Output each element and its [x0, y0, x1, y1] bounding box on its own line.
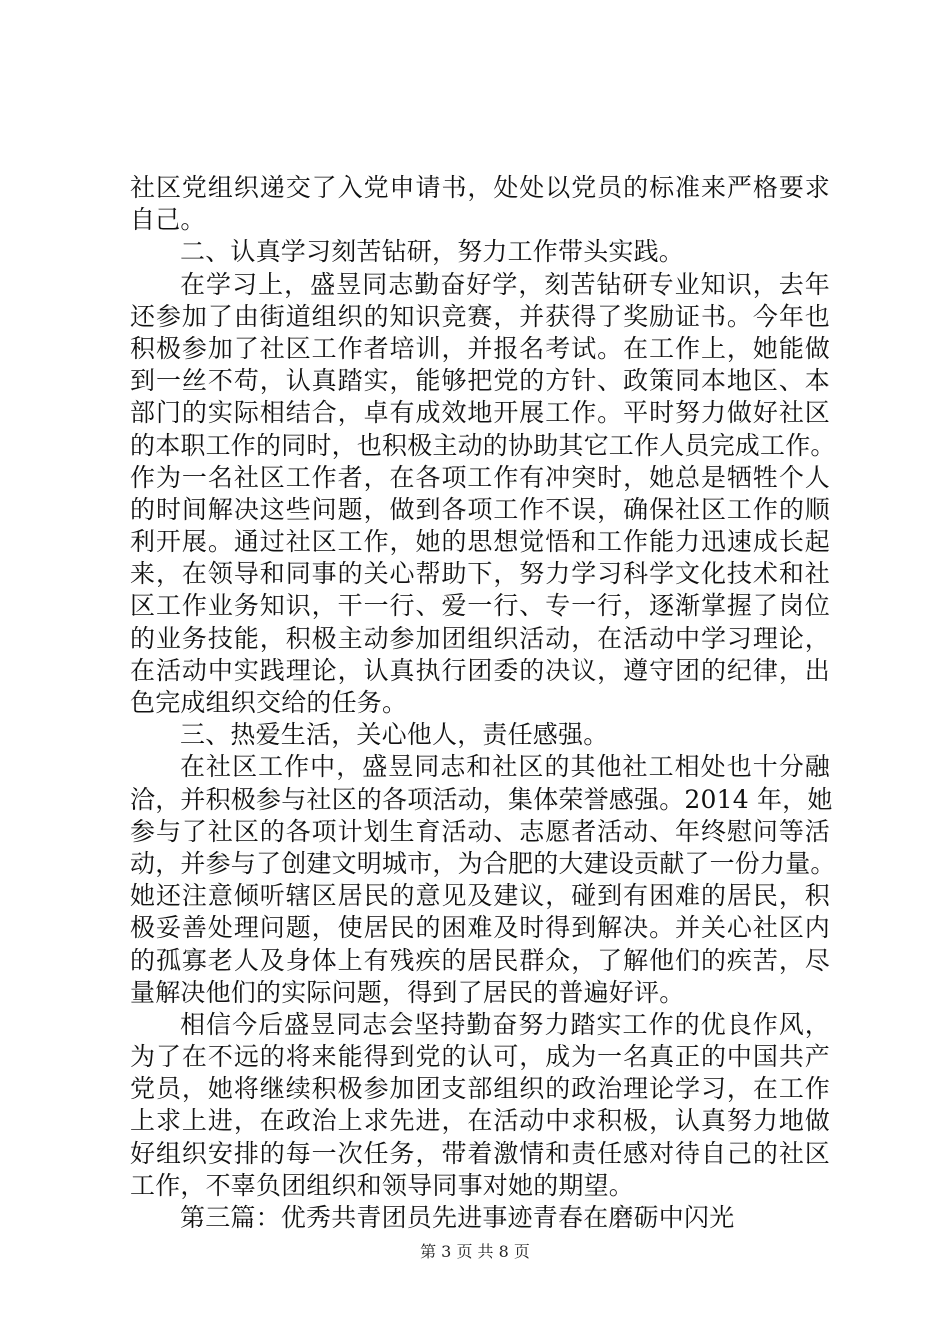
text-line: 三、热爱生活，关心他人，责任感强。	[180, 720, 609, 750]
text-line: 量解决他们的实际问题，得到了居民的普遍好评。	[130, 977, 685, 1007]
text-line: 在活动中实践理论，认真执行团委的决议，遵守团的纪律，出	[130, 655, 830, 685]
text-line: 还参加了由街道组织的知识竞赛，并获得了奖励证书。今年也	[130, 301, 830, 331]
text-line: 第三篇：优秀共青团员先进事迹青春在磨砺中闪光	[180, 1203, 735, 1232]
text-line: 二、认真学习刻苦钻研，努力工作带头实践。	[180, 237, 685, 267]
text-line: 极妥善处理问题，使居民的困难及时得到解决。并关心社区内	[130, 913, 830, 943]
text-line: 参与了社区的各项计划生育活动、志愿者活动、年终慰问等活	[130, 816, 830, 846]
text-line: 区工作业务知识，干一行、爱一行、专一行，逐渐掌握了岗位	[130, 591, 830, 621]
text-line: 来，在领导和同事的关心帮助下，努力学习科学文化技术和社	[130, 559, 830, 589]
text-line: 利开展。通过社区工作，她的思想觉悟和工作能力迅速成长起	[130, 527, 830, 557]
page-footer: 第 3 页 共 8 页	[420, 1242, 530, 1261]
text-line: 色完成组织交给的任务。	[130, 688, 408, 717]
text-line: 作为一名社区工作者，在各项工作有冲突时，她总是牺牲个人	[130, 462, 830, 492]
text-line: 到一丝不苟，认真踏实，能够把党的方针、政策同本地区、本	[130, 366, 830, 396]
text-line: 上求上进，在政治上求先进，在活动中求积极，认真努力地做	[130, 1106, 830, 1136]
text-line: 在学习上，盛昱同志勤奋好学，刻苦钻研专业知识，去年	[180, 269, 830, 299]
text-line: 社区党组织递交了入党申请书，处处以党员的标准来严格要求	[130, 173, 830, 202]
text-line: 她还注意倾听辖区居民的意见及建议，碰到有困难的居民，积	[130, 881, 830, 911]
text-line: 为了在不远的将来能得到党的认可，成为一名真正的中国共产	[130, 1042, 830, 1072]
text-line: 相信今后盛昱同志会坚持勤奋努力踏实工作的优良作风，	[180, 1009, 830, 1039]
text-line: 自己。	[130, 205, 206, 235]
text-line: 的业务技能，积极主动参加团组织活动，在活动中学习理论，	[130, 623, 830, 653]
text-line: 洽，并积极参与社区的各项活动，集体荣誉感强。2014 年，她	[130, 784, 833, 814]
text-line: 工作，不辜负团组织和领导同事对她的期望。	[130, 1170, 635, 1200]
text-line: 动，并参与了创建文明城市，为合肥的大建设贡献了一份力量。	[130, 848, 836, 878]
text-line: 党员，她将继续积极参加团支部组织的政治理论学习，在工作	[130, 1074, 830, 1104]
text-line: 在社区工作中，盛昱同志和社区的其他社工相处也十分融	[180, 752, 830, 782]
text-line: 积极参加了社区工作者培训，并报名考试。在工作上，她能做	[130, 333, 830, 363]
text-line: 的孤寡老人及身体上有残疾的居民群众，了解他们的疾苦，尽	[130, 945, 830, 975]
text-line: 的本职工作的同时，也积极主动的协助其它工作人员完成工作。	[130, 430, 836, 460]
text-line: 部门的实际相结合，卓有成效地开展工作。平时努力做好社区	[130, 398, 830, 428]
text-line: 的时间解决这些问题，做到各项工作不误，确保社区工作的顺	[130, 494, 830, 524]
document-body	[130, 172, 836, 1234]
text-line: 好组织安排的每一次任务，带着激情和责任感对待自己的社区	[130, 1138, 830, 1168]
